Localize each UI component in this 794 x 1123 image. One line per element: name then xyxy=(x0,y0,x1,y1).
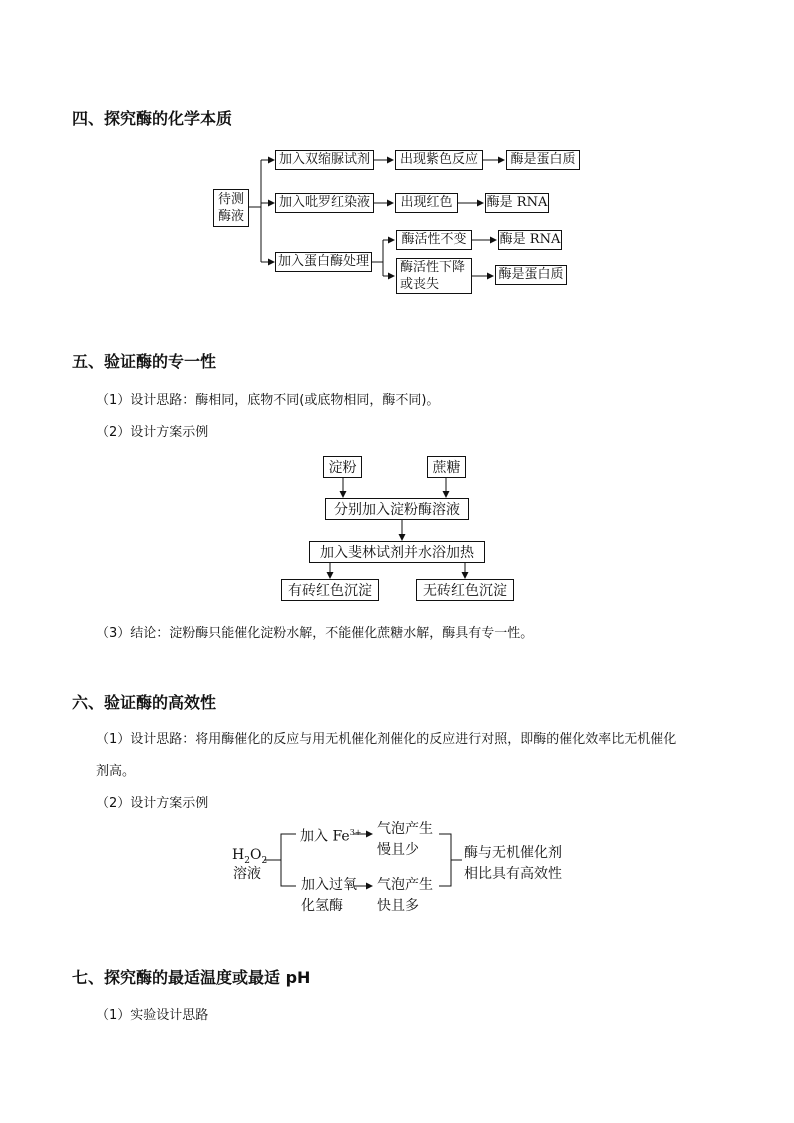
flow4-row3a-step3: 酶是 RNA xyxy=(498,230,562,250)
section-5-heading: 五、验证酶的专一性 xyxy=(72,352,217,371)
flow6-bottom-treatment-2: 化氢酶 xyxy=(301,898,343,914)
flow5-box-step1: 分别加入淀粉酶溶液 xyxy=(325,498,469,520)
section-5-para-3: （3）结论：淀粉酶只能催化淀粉水解，不能催化蔗糖水解，酶具有专一性。 xyxy=(96,626,534,641)
section-6-heading: 六、验证酶的高效性 xyxy=(72,693,217,712)
flow5-box-sucrose: 蔗糖 xyxy=(427,456,466,478)
section-4-heading: 四、探究酶的化学本质 xyxy=(72,109,233,128)
section-6-para-1a: （1）设计思路：将用酶催化的反应与用无机催化剂催化的反应进行对照，即酶的催化效率比无机催化 xyxy=(96,732,677,747)
flow6-top-result-1: 气泡产生 xyxy=(377,821,433,837)
flow6-start-sub2: 2 xyxy=(261,855,268,866)
flow6-bottom-result-1: 气泡产生 xyxy=(377,877,433,893)
flow6-conclusion-2: 相比具有高效性 xyxy=(464,866,562,882)
flow6-conclusion-1: 酶与无机催化剂 xyxy=(464,845,562,861)
flow4-row2-step2: 出现红色 xyxy=(395,193,458,213)
flow6-bottom-treatment-1: 加入过氧 xyxy=(301,877,357,893)
flow4-row3-step1: 加入蛋白酶处理 xyxy=(275,252,372,272)
flow4-row2-step3: 酶是 RNA xyxy=(485,193,549,213)
flow4-row3a-step2: 酶活性不变 xyxy=(396,230,472,250)
section-6-para-1b: 剂高。 xyxy=(96,764,136,779)
flow4-row1-step3: 酶是蛋白质 xyxy=(506,150,580,170)
flow6-bottom-result-2: 快且多 xyxy=(377,898,419,914)
section-6-para-2: （2）设计方案示例 xyxy=(96,796,209,811)
section-7-para-1: （1）实验设计思路 xyxy=(96,1008,209,1023)
flow6-top-result-2: 慢且少 xyxy=(377,842,419,858)
flow4-start-label: 待测酶液 xyxy=(217,192,244,224)
flow4-row3b-label: 酶活性下降或丧失 xyxy=(400,260,466,292)
flow6-start-o: O xyxy=(249,847,262,863)
section-7-heading: 七、探究酶的最适温度或最适 pH xyxy=(72,968,311,987)
flow5-box-starch: 淀粉 xyxy=(323,456,362,478)
flow6-top-treatment-sup: 3+ xyxy=(349,828,362,837)
flow5-box-result-left: 有砖红色沉淀 xyxy=(281,579,379,601)
flow6-top-treatment xyxy=(300,823,361,847)
flow4-row1-step1: 加入双缩脲试剂 xyxy=(275,150,374,170)
flow4-row3b-step3: 酶是蛋白质 xyxy=(495,265,567,285)
flow6-start-h: H xyxy=(232,847,245,863)
flow6-top-treatment-text: 加入 Fe xyxy=(300,828,350,845)
section-5-para-1: （1）设计思路：酶相同，底物不同(或底物相同，酶不同)。 xyxy=(96,393,440,408)
section-5-para-2: （2）设计方案示例 xyxy=(96,425,209,440)
flow5-box-result-right: 无砖红色沉淀 xyxy=(416,579,514,601)
flow4-row2-step1: 加入吡罗红染液 xyxy=(275,193,374,213)
flow4-row1-step2: 出现紫色反应 xyxy=(395,150,483,170)
flow5-box-step2: 加入斐林试剂并水浴加热 xyxy=(309,541,485,563)
flow6-start-sub1: 2 xyxy=(244,855,250,866)
flow6-start-line2: 溶液 xyxy=(233,866,261,882)
